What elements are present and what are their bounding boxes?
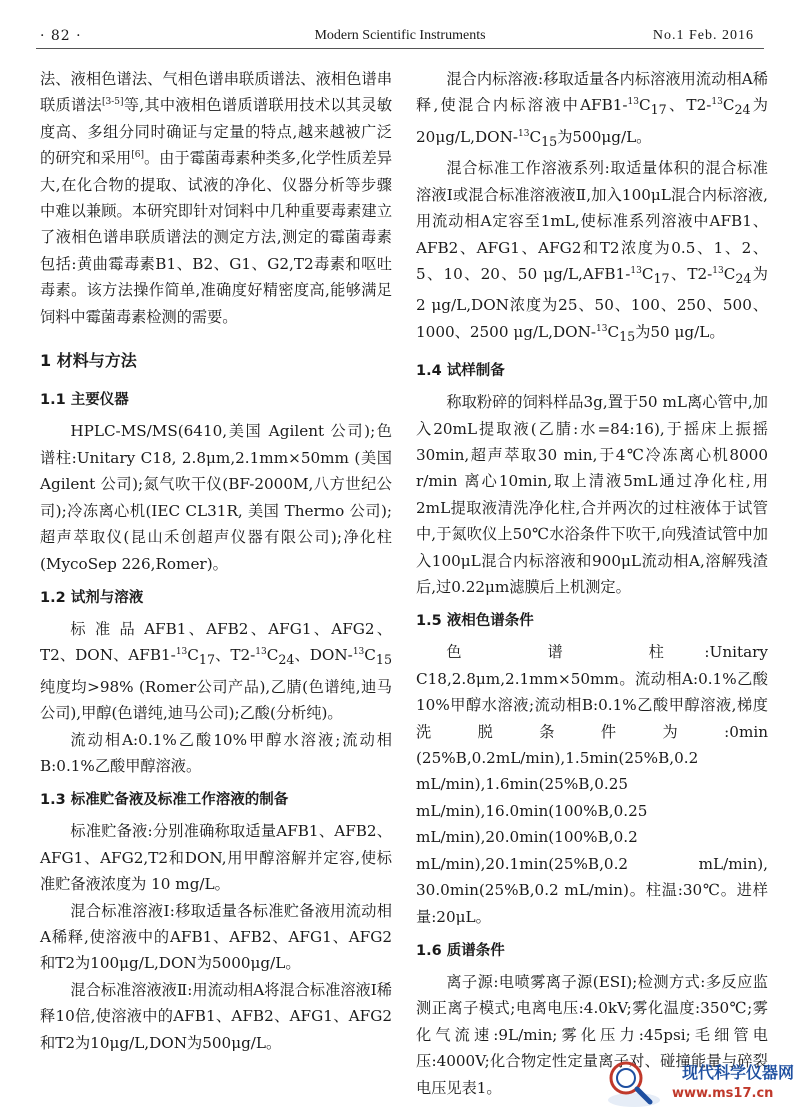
page-number: · 82 · xyxy=(40,28,82,44)
mixed-standard-2-paragraph: 混合标准溶液液Ⅱ:用流动相A将混合标准溶液Ⅰ稀释10倍,使溶液中的AFB1、AFB2、AFG1、AFG2和T2为10μg/L,DON为500μg/L。 xyxy=(40,980,392,1052)
right-column xyxy=(416,66,768,1101)
watermark-site-name: 现代科学仪器网 xyxy=(682,1063,795,1082)
section-title-methods: 1 材料与方法 xyxy=(40,351,137,371)
page-header xyxy=(0,22,800,52)
internal-standard-paragraph: 混合内标溶液:移取适量各内标溶液用流动相A稀释,使混合内标溶液中$AFB1-^{13}C_{17}$、$T2-^{13}C_{24}$为$20\mu g/L,DON-^{13}C_{15}$为500μg/L。 xyxy=(416,70,768,149)
stock-solution-paragraph: 标准贮备液:分别准确称取适量AFB1、AFB2、AFG1、AFG2,T2和DON,用甲醇溶解并定容,使标准贮备液浓度为 10 mg/L。 xyxy=(40,822,392,894)
instruments-paragraph: HPLC-MS/MS(6410,美国 Agilent 公司);色谱柱:Unitary C18, 2.8μm,2.1mm×50mm (美国 Agilent 公司);氮气吹干仪(BF-2000M,八方世纪公司);冷冻离心机(IEC CL31R, 美国 Thermo 公司);超声萃取仪(昆山禾创超声仪器有限公司);净化柱(MycoSep 226,Romer)。 xyxy=(40,422,392,573)
watermark-url[interactable]: www.ms17.cn xyxy=(672,1086,774,1101)
left-column xyxy=(40,66,392,1056)
mobile-phase-paragraph: 流动相A:0.1%乙酸10%甲醇水溶液;流动相B:0.1%乙酸甲醇溶液。 xyxy=(40,730,392,775)
sample-prep-paragraph: 称取粉碎的饲料样品3g,置于50 mL离心管中,加入20mL提取液(乙腈:水=84:16),于摇床上振摇30min,超声萃取30 min,于4℃冷冻离心机8000 r/min 离心10min,取上清液5mL通过净化柱,用2mL提取液清洗净化柱,合并两次的过柱液体于试管中,于氮吹仪上50℃水浴条件下吹干,向残渣试管中加入100μL混合内标溶液和900μL流动相A,溶解残渣后,过0.22μm滤膜后上机测定。 xyxy=(416,393,768,597)
intro-paragraph: 法、液相色谱法、气相色谱串联质谱法、液相色谱串联质谱法[3-5]等,其中液相色谱质谱联用技术以其灵敏度高、多组分同时确证与定量的特点,越来越被广泛的研究和采用[6]。由于霉菌毒素种类多,化学性质差异大,在化合物的提取、试液的净化、仪器分析等步骤中难以兼顾。本研究即针对饲料中几种重要毒素建立了液相色谱串联质谱法的测定方法,测定的霉菌毒素包括:黄曲霉毒素B1、B2、G1、G2,T2毒素和呕吐毒素。该方法操作简单,准确度好精密度高,能够满足饲料中霉菌毒素检测的需要。 xyxy=(40,70,393,326)
working-series-paragraph: 混合标准工作溶液系列:取适量体积的混合标准溶液Ⅰ或混合标准溶液液Ⅱ,加入100μL混合内标溶液,用流动相A定容至1mL,使标准系列溶液中AFB1、AFB2、AFG1、AFG2和T2浓度为0.5、1、2、5、10、20、50 $\mu g/L,AFB1-^{13}C_{17}$、$T2-^{13}C_{24}$为 2 μg/L,DON浓度为25、50、100、250、500、1000、2500 $\mu g/L,DON-^{13}C_{15}$为50 μg/L。 xyxy=(416,159,768,344)
magnifier-logo-icon xyxy=(600,1056,660,1108)
journal-name: Modern Scientific Instruments xyxy=(314,28,486,43)
subsection-title-lc-conditions: 1.5 液相色谱条件 xyxy=(416,613,534,630)
ms-conditions-paragraph: 离子源:电喷雾离子源(ESI);检测方式:多反应监测正离子模式;电离电压:4.0kV;雾化温度:350℃;雾化气流速:9L/min;雾化压力:45psi;毛细管电压:4000V;化合物定性定量离子对、碰撞能量与碎裂电压见表1。 xyxy=(416,972,768,1097)
site-watermark[interactable] xyxy=(600,1052,800,1112)
reagents-paragraph: 标 准 品 AFB1、AFB2、AFG1、AFG2、T2、DON、$AFB1-^{13}C_{17}$、$T2-^{13}C_{24}$、DON-$^{13}C_{15}$纯度均>98% (Romer公司产品),乙腈(色谱纯,迪马公司),甲醇(色谱纯,迪马公司);乙酸(分析纯)。 xyxy=(40,619,392,723)
subsection-title-reagents: 1.2 试剂与溶液 xyxy=(40,589,144,606)
subsection-title-instruments: 1.1 主要仪器 xyxy=(40,392,129,409)
citation-ref[interactable]: [6] xyxy=(131,150,144,161)
header-rule xyxy=(36,48,764,49)
lc-conditions-paragraph: 色 谱 柱:Unitary C18,2.8μm,2.1mm×50mm。流动相A:0.1%乙酸10%甲醇水溶液;流动相B:0.1%乙酸甲醇溶液,梯度洗脱条件为:0min (25%B,0.2mL/min),1.5min(25%B,0.2 mL/min),1.6min(25%B,0.25 mL/min),16.0min(100%B,0.25 mL/min),20.0min(100%B,0.2 mL/min),20.1min(25%B,0.2 mL/min), 30.0min(25%B,0.2 mL/min)。柱温:30℃。进样量:20μL。 xyxy=(416,643,768,926)
citation-ref[interactable]: [3-5] xyxy=(101,97,124,108)
issue-info: No.1 Feb. 2016 xyxy=(652,28,754,43)
mixed-standard-1-paragraph: 混合标准溶液Ⅰ:移取适量各标准贮备液用流动相A稀释,使溶液中的AFB1、AFB2、AFG1、AFG2和T2为100μg/L,DON为5000μg/L。 xyxy=(40,901,392,973)
subsection-title-sample-prep: 1.4 试样制备 xyxy=(416,363,505,380)
subsection-title-ms-conditions: 1.6 质谱条件 xyxy=(416,942,505,959)
subsection-title-standards: 1.3 标准贮备液及标准工作溶液的制备 xyxy=(40,792,289,809)
